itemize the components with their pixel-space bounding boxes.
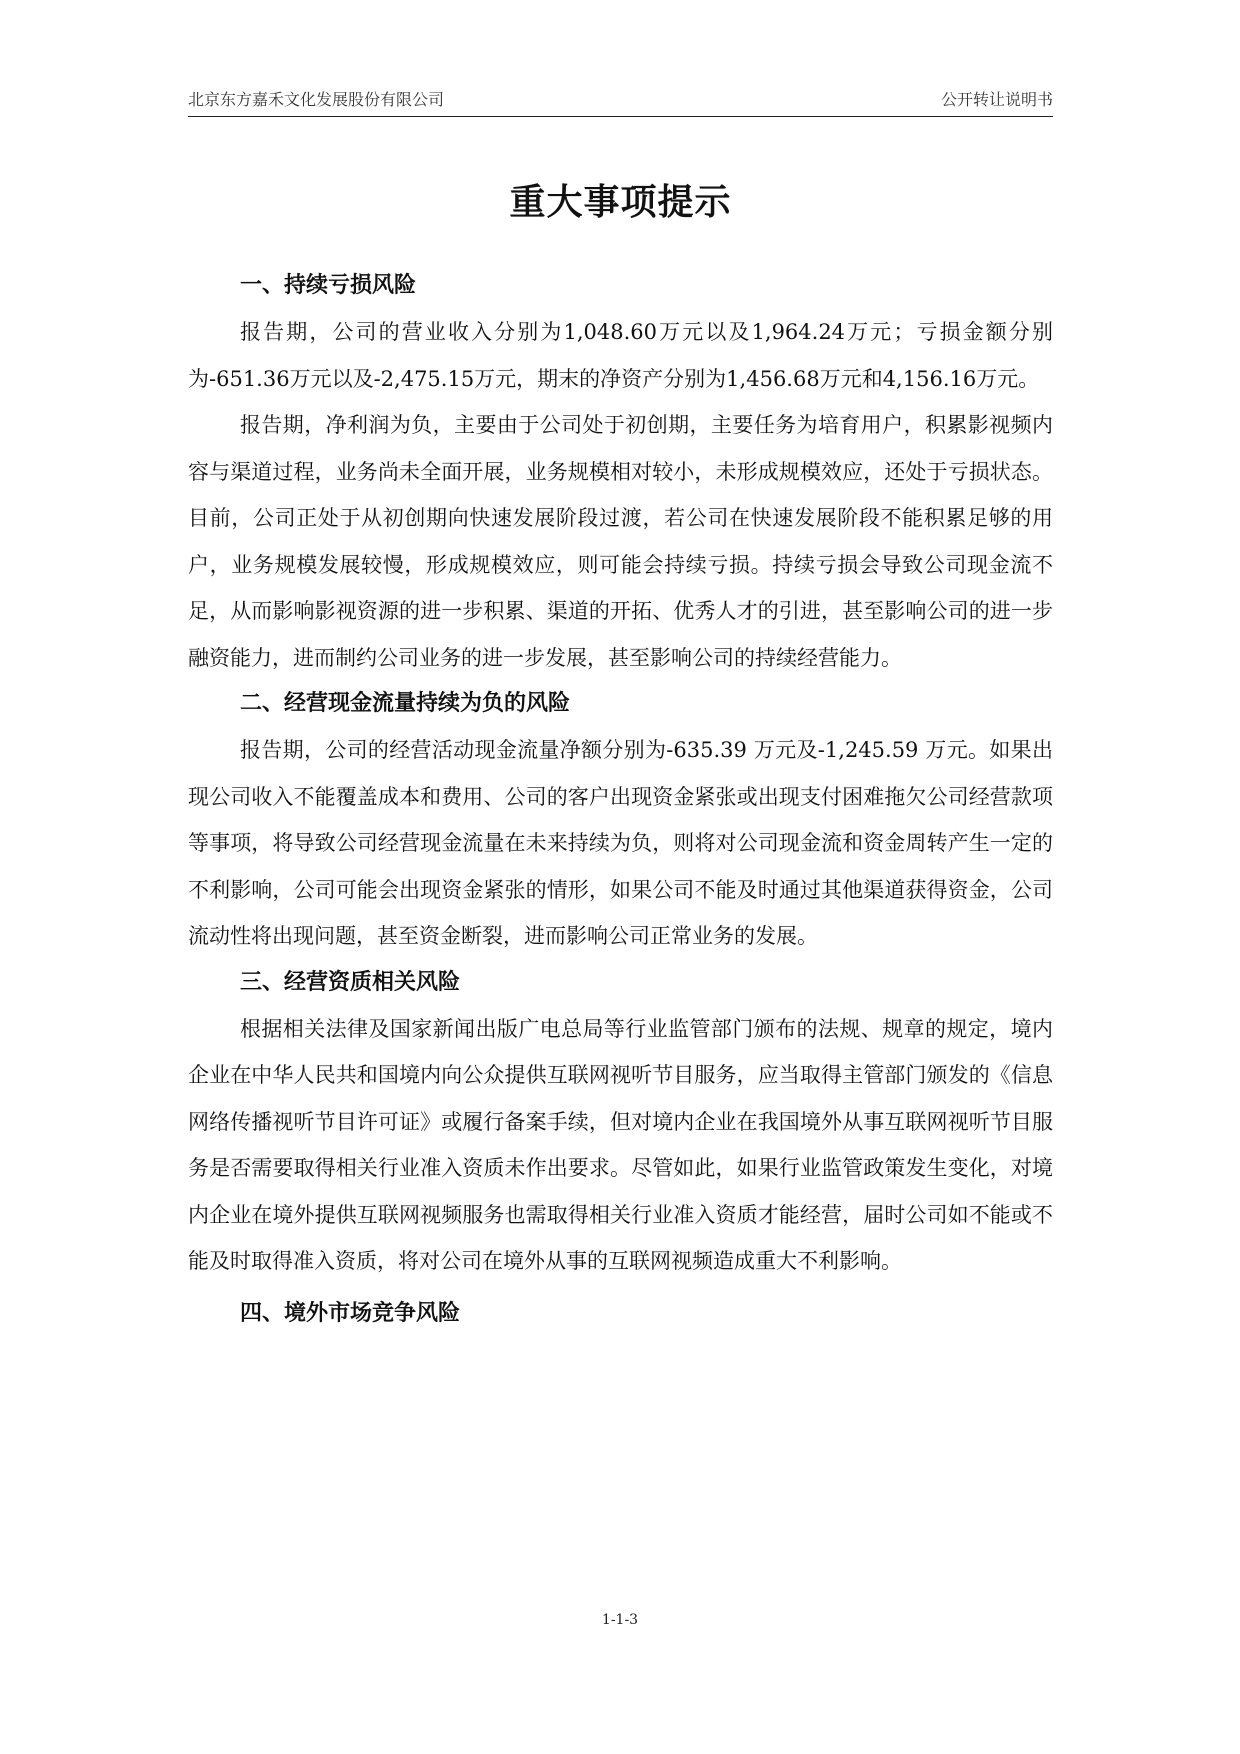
section-heading: 三、经营资质相关风险 xyxy=(240,969,461,995)
section-heading: 一、持续亏损风险 xyxy=(240,273,417,298)
section-4 xyxy=(188,1291,1053,1337)
paragraph: 根据相关法律及国家新闻出版广电总局等行业监管部门颁布的法规、规章的规定，境内企业在中华人民共和国境内向公众提供互联网视听节目服务，应当取得主管部门颁发的《信息网络传播视听节目许可证》或履行备案手续，但对境内企业在我国境外从事互联网视听节目服务是否需要取得相关行业准入资质未作出要求。尽管如此，如果行业监管政策发生变化，对境内企业在境外提供互联网视频服务也需取得相关行业准入资质才能经营，届时公司如不能或不能及时取得准入资质，将对公司在境外从事的互联网视频造成重大不利影响。 xyxy=(188,1016,1053,1273)
header-company-name: 北京东方嘉禾文化发展股份有限公司 xyxy=(188,90,445,109)
page-title: 重大事项提示 xyxy=(509,182,732,223)
section-heading: 四、境外市场竞争风险 xyxy=(240,1300,461,1326)
paragraph: 报告期，公司的经营活动现金流量净额分别为-635.39 万元及-1,245.59 万元。如果出现公司收入不能覆盖成本和费用、公司的客户出现资金紧张或出现支付困难拖欠公司经营款项等事项，将导致公司经营现金流量在未来持续为负，则将对公司现金流和资金周转产生一定的不利影响，公司可能会出现资金紧张的情形，如果公司不能及时通过其他渠道获得资金，公司流动性将出现问题，甚至资金断裂，进而影响公司正常业务的发展。 xyxy=(188,738,1053,948)
section-2 xyxy=(188,681,1053,960)
section-heading: 二、经营现金流量持续为负的风险 xyxy=(240,691,571,716)
page-number: 1-1-3 xyxy=(601,1612,639,1628)
paragraph: 报告期，净利润为负，主要由于公司处于初创期，主要任务为培育用户，积累影视频内容与渠道过程，业务尚未全面开展，业务规模相对较小，未形成规模效应，还处于亏损状态。目前，公司正处于从初创期向快速发展阶段过渡，若公司在快速发展阶段不能积累足够的用户，业务规模发展较慢，形成规模效应，则可能会持续亏损。持续亏损会导致公司现金流不足，从而影响影视资源的进一步积累、渠道的开拓、优秀人才的引进，甚至影响公司的进一步融资能力，进而制约公司业务的进一步发展，甚至影响公司的持续经营能力。 xyxy=(188,413,1053,670)
paragraph: 报告期，公司的营业收入分别为1,048.60万元以及1,964.24万元；亏损金额分别为-651.36万元以及-2,475.15万元，期末的净资产分别为1,456.68万元和4,156.16万元。 xyxy=(188,320,1053,391)
document-body xyxy=(188,174,1053,1337)
header-document-type: 公开转让说明书 xyxy=(940,90,1053,109)
page-header xyxy=(188,86,1053,117)
section-3 xyxy=(188,960,1053,1285)
section-1 xyxy=(188,263,1053,681)
